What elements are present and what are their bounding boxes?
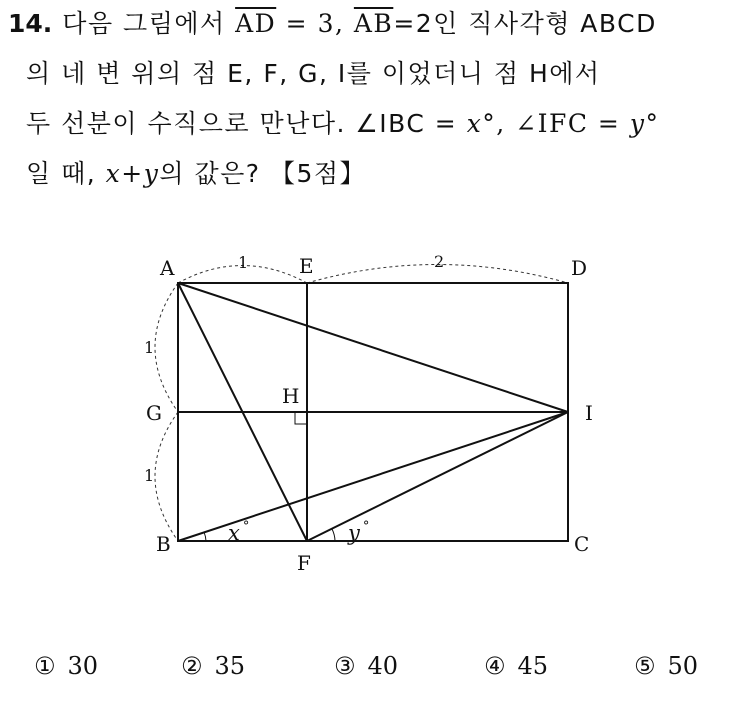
right-angle-mark [295, 412, 307, 424]
question-line-2: 의 네 변 위의 점 E, F, G, I를 이었더니 점 H에서 [26, 59, 601, 88]
question-text-part: °, ∠IFC = [482, 109, 621, 138]
length-gb: 1 [144, 466, 155, 485]
question-text-part: ° [645, 109, 660, 138]
question-text-part: 다음 그림에서 [62, 9, 226, 38]
choice-value: 50 [667, 652, 699, 680]
label-i: I [585, 401, 593, 425]
choice-5[interactable] [634, 652, 698, 680]
variable-x: x [466, 109, 483, 138]
label-a: A [160, 256, 175, 280]
choice-value: 40 [367, 652, 399, 680]
length-ag: 1 [144, 338, 155, 357]
arc-ag [155, 283, 178, 412]
question-text-part: 일 때, [26, 159, 97, 188]
length-ae: 1 [238, 253, 249, 272]
angle-label-x: x ° [228, 519, 250, 545]
choice-value: 35 [214, 652, 246, 680]
choice-mark: ② [181, 652, 203, 680]
label-e: E [299, 254, 314, 278]
label-h: H [282, 384, 300, 408]
segment-fi [307, 412, 568, 541]
choice-mark: ① [34, 652, 56, 680]
label-d: D [571, 256, 588, 280]
choice-2[interactable] [181, 652, 245, 680]
choice-mark: ⑤ [634, 652, 656, 680]
label-g: G [146, 401, 162, 425]
segment-ai [178, 283, 568, 412]
choice-1[interactable] [34, 652, 98, 680]
variable-x: x [105, 159, 122, 188]
arc-gb [155, 412, 178, 541]
variable-y: y [143, 159, 160, 188]
label-c: C [574, 532, 590, 556]
question-text-part: = 3, [285, 9, 345, 38]
answer-choices [0, 652, 743, 692]
choice-value: 45 [517, 652, 549, 680]
segment-ab: $\overline{AB}$ [353, 9, 394, 38]
choice-mark: ④ [484, 652, 506, 680]
question-text-part: =2인 직사각형 ABCD [393, 9, 657, 38]
variable-y: y [629, 109, 646, 138]
label-b: B [156, 532, 171, 556]
segment-ad: $\overline{AD}$ [235, 9, 277, 38]
choice-mark: ③ [334, 652, 356, 680]
length-ed: 2 [434, 252, 445, 271]
question-text-part: 의 값은? 【5점】 [159, 159, 367, 188]
choice-value: 30 [67, 652, 99, 680]
plus-sign: + [121, 159, 144, 188]
angle-label-y: y ° [348, 519, 370, 545]
choice-4[interactable] [484, 652, 548, 680]
angle-arc-x [204, 532, 206, 541]
choice-3[interactable] [334, 652, 398, 680]
angle-arc-y [332, 529, 335, 541]
question-text-part: 두 선분이 수직으로 만난다. ∠IBC = [26, 109, 458, 138]
label-f: F [297, 551, 311, 575]
question-number: 14. [8, 9, 53, 38]
